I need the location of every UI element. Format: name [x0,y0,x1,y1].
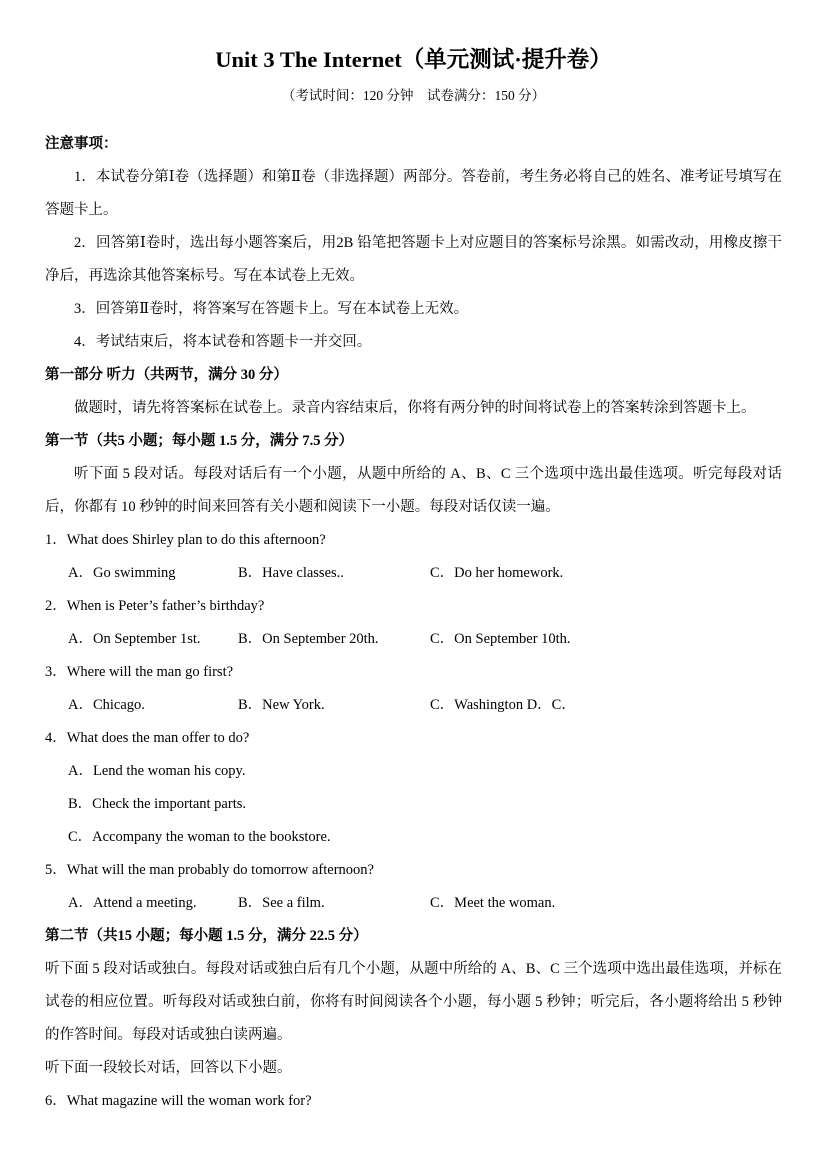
section2-heading: 第二节（共15 小题；每小题 1.5 分，满分 22.5 分） [45,928,368,944]
question-2 [45,590,782,656]
question-2-option-a: A．On September 1st. [68,631,201,647]
question-1 [45,524,782,590]
page-title: Unit 3 The Internet（单元测试·提升卷） [215,47,612,72]
question-5-stem: 5．What will the man probably do tomorrow afternoon? [45,862,374,878]
document-body [45,128,782,1118]
question-4-stem: 4．What does the man offer to do? [45,730,250,746]
part1-heading: 第一部分 听力（共两节，满分 30 分） [45,367,288,383]
question-2-stem: 2．When is Peter’s father’s birthday? [45,598,265,614]
question-1-option-a: A．Go swimming [68,565,176,581]
notice-heading: 注意事项： [45,136,118,152]
notice-item-4: 4．考试结束后，将本试卷和答题卡一并交回。 [74,334,372,350]
question-6 [45,1085,782,1118]
question-2-option-c: C．On September 10th. [430,631,571,647]
question-3-stem: 3．Where will the man go first? [45,664,234,680]
notice-item-3: 3．回答第Ⅱ卷时，将答案写在答题卡上。写在本试卷上无效。 [74,301,469,317]
question-3-option-b: B．New York. [238,697,325,713]
question-1-option-c: C．Do her homework. [430,565,564,581]
section2-intro: 听下面 5 段对话或独白。每段对话或独白后有几个小题，从题中所给的 A、B、C 三个选项中选出最佳选项，并标在试卷的相应位置。听每段对话或独白前，你将有时间阅读各个小题，每小题 5 秒钟；听完后，各小题将给出 5 秒钟的作答时间。每段对话或独白读两遍。 [45,961,782,1043]
question-3-options [45,689,782,722]
question-1-option-b: B．Have classes.. [238,565,344,581]
section1-intro: 听下面 5 段对话。每段对话后有一个小题，从题中所给的 A、B、C 三个选项中选出最佳选项。听完每段对话后，你都有 10 秒钟的时间来回答有关小题和阅读下一小题。每段对话仅读一遍。 [45,466,782,515]
question-5-option-b: B．See a film. [238,895,325,911]
question-4-option-b: B．Check the important parts. [68,796,246,812]
question-5-options [45,887,782,920]
section1-heading: 第一节（共5 小题；每小题 1.5 分，满分 7.5 分） [45,433,354,449]
question-1-stem: 1．What does Shirley plan to do this afternoon? [45,532,326,548]
question-4-option-c: C．Accompany the woman to the bookstore. [68,829,331,845]
exam-meta: （考试时间：120 分钟 试卷满分：150 分） [281,88,546,103]
section2-lead: 听下面一段较长对话，回答以下小题。 [45,1060,292,1076]
question-5-option-c: C．Meet the woman. [430,895,556,911]
part1-intro: 做题时，请先将答案标在试卷上。录音内容结束后，你将有两分钟的时间将试卷上的答案转涂到答题卡上。 [74,400,756,416]
question-4 [45,722,782,854]
question-2-option-b: B．On September 20th. [238,631,379,647]
question-5 [45,854,782,920]
notice-item-1: 1．本试卷分第Ⅰ卷（选择题）和第Ⅱ卷（非选择题）两部分。答卷前，考生务必将自己的姓名、准考证号填写在答题卡上。 [45,169,782,218]
question-3-option-a: A．Chicago. [68,697,145,713]
question-6-stem: 6．What magazine will the woman work for? [45,1093,312,1109]
question-1-options [45,557,782,590]
question-4-options [45,755,782,854]
question-2-options [45,623,782,656]
question-3-option-c: C．Washington D．C． [430,697,576,713]
question-3 [45,656,782,722]
question-4-option-a: A．Lend the woman his copy. [68,763,246,779]
notice-item-2: 2．回答第Ⅰ卷时，选出每小题答案后，用2B 铅笔把答题卡上对应题目的答案标号涂黑。如需改动，用橡皮擦干净后，再选涂其他答案标号。写在本试卷上无效。 [45,235,782,284]
question-5-option-a: A．Attend a meeting. [68,895,197,911]
